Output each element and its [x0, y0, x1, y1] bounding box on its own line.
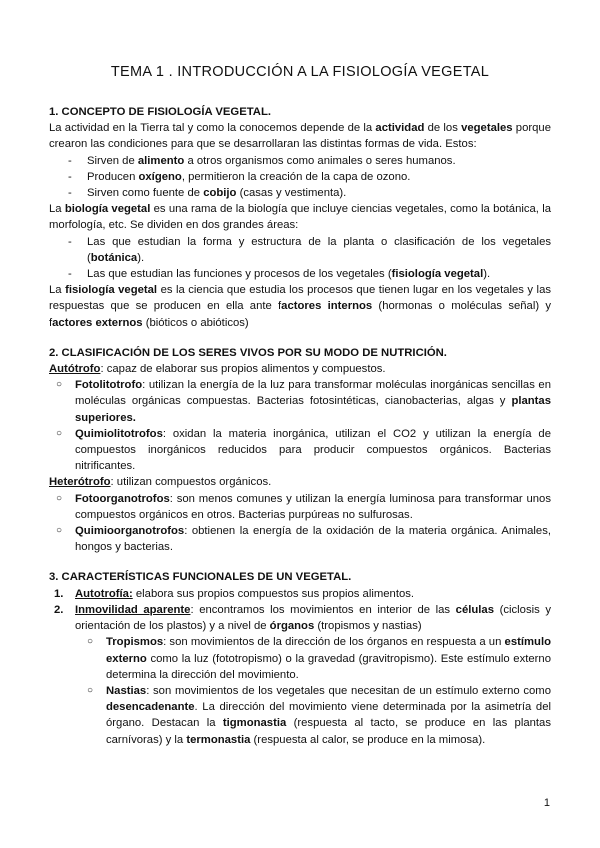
- circle-bullet-icon: ○: [87, 684, 94, 696]
- paragraph: La fisiología vegetal es la ciencia que estudia los procesos que tienen lugar en los vegetales y las respuestas que se producen en ella ante factores internos (hormonas o moléculas señal) y factores externos (bióticos o abióticos): [49, 284, 552, 329]
- paragraph: Heterótrofo: utilizan compuestos orgánicos.: [49, 476, 272, 489]
- circle-bullet-icon: ○: [56, 492, 63, 504]
- section-1-heading: 1. CONCEPTO DE FISIOLOGÍA VEGETAL.: [49, 106, 271, 118]
- list-item: ○ Nastias: son movimientos de los vegetales que necesitan de un estímulo externo como desencadenante. La dirección del movimiento viene determinada por la asimetría del órgano. Destacan la tigmonastia (respuesta al tacto, se produce en las plantas carnívoras) y la termonastia (respuesta al calor, se produce en la mimosa).: [87, 684, 551, 746]
- page-number: 1: [543, 797, 550, 809]
- circle-bullet-icon: ○: [56, 427, 63, 439]
- list-item: - Las que estudian las funciones y procesos de los vegetales (fisiología vegetal).: [49, 266, 551, 282]
- page-title: TEMA 1 . INTRODUCCIÓN A LA FISIOLOGÍA VEGETAL: [110, 64, 490, 80]
- numbered-item: 2. Inmovilidad aparente: encontramos los movimientos en interior de las células (ciclosis y orientación de los plastos) y a nivel de órganos (tropismos y nastias): [54, 603, 552, 633]
- dash-marker: -: [68, 170, 72, 183]
- circle-bullet-icon: ○: [56, 525, 63, 537]
- list-item: ○ Fotolitotrofo: utilizan la energía de la luz para transformar moléculas inorgánicas sencillas en moléculas orgánicas compuestas. Bacterias fotosintéticas, cianobacterias, algas y plantas superiores.: [56, 379, 551, 424]
- list-item: - Sirven de alimento a otros organismos como animales o seres humanos.: [49, 153, 551, 169]
- paragraph: Autótrofo: capaz de elaborar sus propios alimentos y compuestos.: [49, 363, 386, 376]
- list-item: ○ Fotoorganotrofos: son menos comunes y utilizan la energía luminosa para transformar unos compuestos orgánicos en otros. Bacterias purpúreas no sulfurosas.: [56, 492, 551, 521]
- list-item: ○ Quimiolitotrofos: oxidan la materia inorgánica, utilizan el CO2 y utilizan la energía de compuestos inorgánicos reducidos para producir compuestos orgánicos. Bacterias nitrificantes.: [56, 427, 551, 473]
- list-item: ○ Quimioorganotrofos: obtienen la energía de la oxidación de la materia orgánica. Animales, hongos y bacterias.: [56, 525, 551, 554]
- circle-bullet-icon: ○: [87, 636, 94, 648]
- numbered-item: 1. Autotrofía: elabora sus propios compuestos sus propios alimentos.: [54, 587, 415, 600]
- list-item: - Sirven como fuente de cobijo (casas y vestimenta).: [49, 185, 551, 201]
- dash-marker: -: [68, 187, 72, 200]
- circle-bullet-icon: ○: [56, 379, 63, 391]
- dash-marker: -: [68, 268, 72, 281]
- paragraph: La actividad en la Tierra tal y como la conocemos depende de la actividad de los vegetales porque crearon las condiciones para que se desarrollaran las distintas formas de vida. Estos:: [49, 122, 551, 151]
- section-3-heading: 3. CARACTERÍSTICAS FUNCIONALES DE UN VEGETAL.: [49, 571, 352, 584]
- list-item: - Producen oxígeno, permitieron la creación de la capa de ozono.: [49, 169, 551, 185]
- list-item: - Las que estudian la forma y estructura de la planta o clasificación de los vegetales (botánica).: [68, 235, 551, 264]
- paragraph: La biología vegetal es una rama de la biología que incluye ciencias vegetales, como la botánica, la morfología, etc. Se dividen en dos grandes áreas:: [49, 203, 551, 232]
- dash-marker: -: [68, 235, 72, 248]
- section-2-heading: 2. CLASIFICACIÓN DE LOS SERES VIVOS POR SU MODO DE NUTRICIÓN.: [49, 346, 447, 359]
- dash-marker: -: [68, 154, 72, 167]
- list-item: ○ Tropismos: son movimientos de la dirección de los órganos en respuesta a un estímulo externo como la luz (fototropismo) o la gravedad (gravitropismo). Este estímulo externo determina la dirección del movimiento.: [87, 636, 551, 681]
- document-body: [49, 104, 551, 748]
